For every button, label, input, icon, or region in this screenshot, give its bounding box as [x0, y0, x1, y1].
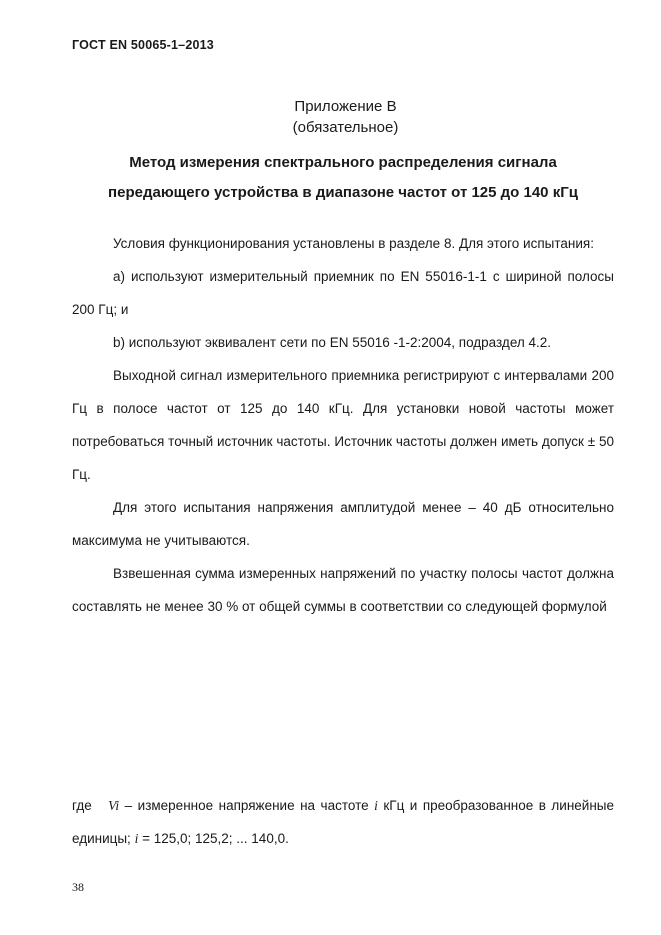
formula-explanation — [72, 789, 614, 855]
paragraph-item-a: а) используют измерительный приемник по EN 55016-1-1 с шириной полосы 200 Гц; и — [72, 269, 614, 317]
page-number: 38 — [72, 880, 84, 894]
section-title — [72, 148, 614, 208]
annex-status: (обязательное) — [292, 119, 399, 136]
paragraph-voltage-threshold: Для этого испытания напряжения амплитудой менее – 40 дБ относительно максимума не учитываются. — [72, 500, 614, 548]
paragraph-output-signal: Выходной сигнал измерительного приемника регистрируют с интервалами 200 Гц в полосе частот от 125 до 140 кГц. Для установки новой частоты может потребоваться точный источник частоты. Источник частоты должен иметь допуск ± 50 Гц. — [72, 368, 614, 482]
variable-vi: Vi — [108, 798, 120, 813]
annex-heading — [0, 96, 661, 138]
where-label: где — [72, 798, 92, 813]
variable-i-range: i — [134, 831, 139, 846]
section-title-line-1: Метод измерения спектрального распределения сигнала — [129, 154, 557, 171]
explanation-text-1: – измеренное напряжение на частоте — [119, 798, 375, 813]
section-title-line-2: передающего устройства в диапазоне частот от 125 до 140 кГц — [108, 184, 578, 201]
paragraph-item-b: b) используют эквивалент сети по EN 55016 -1-2:2004, подраздел 4.2. — [113, 335, 552, 350]
document-code-header: ГОСТ EN 50065-1–2013 — [72, 38, 214, 52]
paragraph-weighted-sum: Взвешенная сумма измеренных напряжений по участку полосы частот должна составлять не менее 30 % от общей суммы в соответствии со следующей формулой — [72, 566, 614, 614]
body-text — [72, 227, 614, 623]
explanation-text-3: = 125,0; 125,2; ... 140,0. — [138, 831, 289, 846]
explanation-text-2: кГц и преобразованное в линейные единицы; — [72, 798, 615, 846]
annex-title: Приложение В — [294, 98, 397, 115]
variable-i: i — [374, 798, 378, 813]
paragraph-conditions: Условия функционирования установлены в разделе 8. Для этого испытания: — [113, 236, 594, 251]
